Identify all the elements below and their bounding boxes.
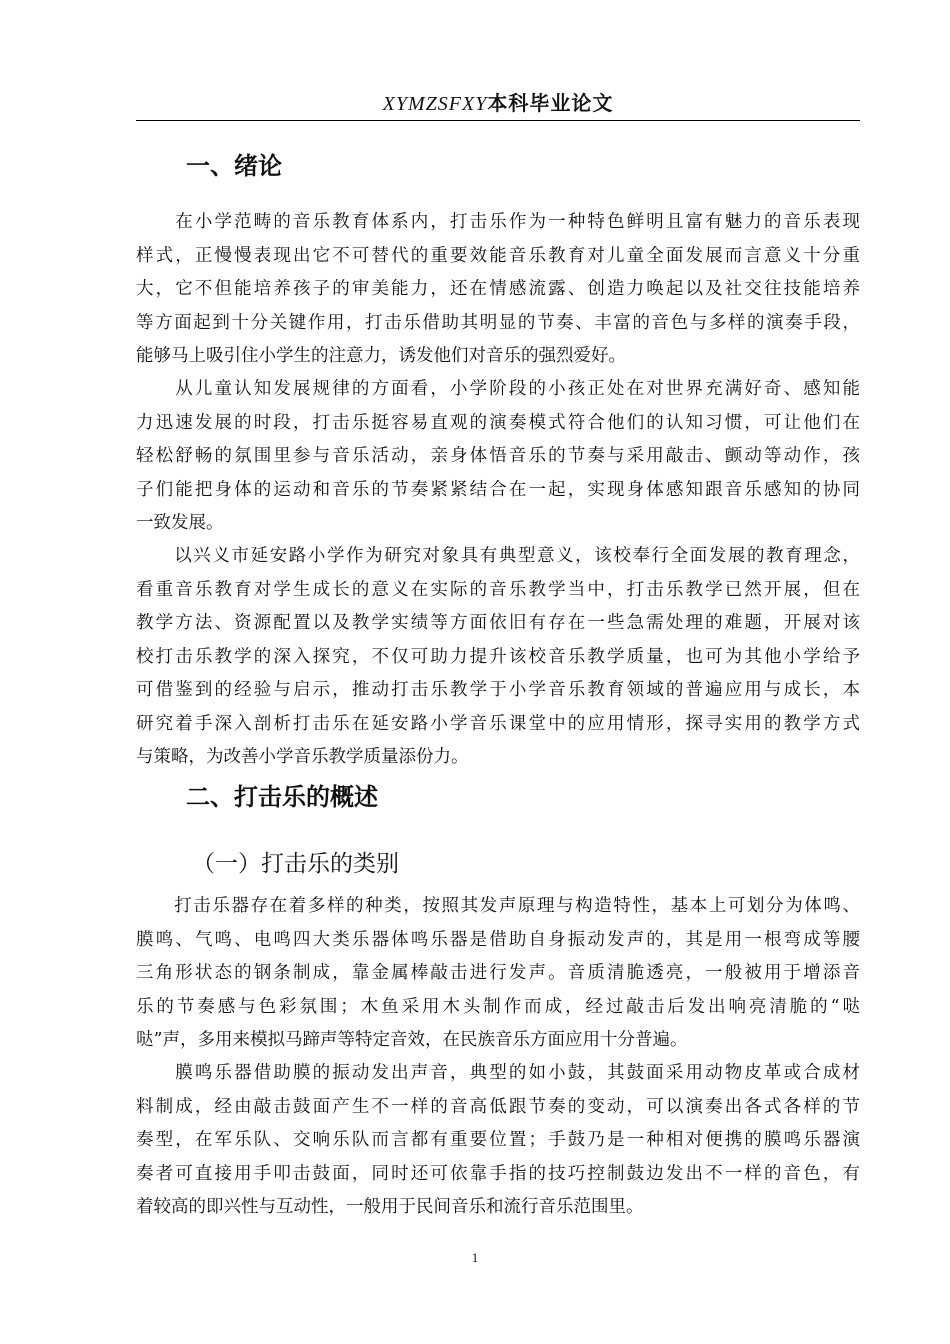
page-number: 1 xyxy=(471,1250,479,1265)
text-line: 轻松舒畅的氛围里参与音乐活动，亲身体悟音乐的节奏与采用敲击、颤动等动作，孩 xyxy=(136,446,860,466)
text-line: 大，它不但能培养孩子的审美能力，还在情感流露、创造力唤起以及社交往技能培养 xyxy=(136,279,860,299)
text-line: 哒”声，多用来模拟马蹄声等特定音效，在民族音乐方面应用十分普遍。 xyxy=(136,1030,688,1050)
text-line: 奏型，在军乐队、交响乐队而言都有重要位置；手鼓乃是一种相对便携的膜鸣乐器演 xyxy=(136,1130,860,1150)
text-line: 膜鸣乐器借助膜的振动发出声音，典型的如小鼓，其鼓面采用动物皮革或合成材 xyxy=(136,1063,860,1083)
section-1-heading: 一、绪论 xyxy=(186,152,282,180)
text-line: 看重音乐教育对学生成长的意义在实际的音乐教学当中，打击乐教学已然开展，但在 xyxy=(136,579,860,600)
text-line: 力迅速发展的时段，打击乐挺容易直观的演奏模式符合他们的认知习惯，可让他们在 xyxy=(136,412,860,433)
text-line: 可借鉴到的经验与启示，推动打击乐教学于小学音乐教育领域的普遍应用与成长，本 xyxy=(136,680,860,700)
text-line: 膜鸣、气鸣、电鸣四大类乐器体鸣乐器是借助自身振动发声的，其是用一根弯成等腰 xyxy=(136,929,860,950)
paragraph-1 xyxy=(136,206,860,374)
text-line: 子们能把身体的运动和音乐的节奏紧紧结合在一起，实现身体感知跟音乐感知的协同 xyxy=(136,479,860,500)
text-line: 奏者可直接用手叩击鼓面，同时还可依靠手指的技巧控制鼓边发出不一样的音色，有 xyxy=(136,1163,860,1184)
section-2-heading: 二、打击乐的概述 xyxy=(186,783,378,811)
text-line: 打击乐器存在着多样的种类，按照其发声原理与构造特性，基本上可划分为体鸣、 xyxy=(136,896,860,916)
text-line: 能够马上吸引住小学生的注意力，诱发他们对音乐的强烈爱好。 xyxy=(136,346,626,366)
text-line: 与策略，为改善小学音乐教学质量添份力。 xyxy=(136,747,469,767)
text-line: 一致发展。 xyxy=(136,513,224,533)
page-header xyxy=(136,86,860,121)
text-line: 料制成，经由敲击鼓面产生不一样的音高低跟节奏的变动，可以演奏出各式各样的节 xyxy=(136,1096,860,1117)
text-line: 研究着手深入剖析打击乐在延安路小学音乐课堂中的应用情形，探寻实用的教学方式 xyxy=(136,713,860,734)
paragraph-5 xyxy=(136,1057,860,1225)
subsection-2-1-heading: （一）打击乐的类别 xyxy=(192,851,399,877)
text-line: 校打击乐教学的深入探究，不仅可助力提升该校音乐教学质量，也可为其他小学给予 xyxy=(136,646,860,667)
paragraph-2 xyxy=(136,373,860,541)
text-line: 着较高的即兴性与互动性，一般用于民间音乐和流行音乐范围里。 xyxy=(136,1197,644,1217)
text-line: 等方面起到十分关键作用，打击乐借助其明显的节奏、丰富的音色与多样的演奏手段， xyxy=(136,312,860,333)
text-line: 从儿童认知发展规律的方面看，小学阶段的小孩正处在对世界充满好奇、感知能 xyxy=(136,379,860,399)
text-line: 乐的节奏感与色彩氛围；木鱼采用木头制作而成，经过敲击后发出响亮清脆的“哒 xyxy=(136,996,860,1017)
text-line: 以兴义市延安路小学作为研究对象具有典型意义，该校奉行全面发展的教育理念， xyxy=(136,546,860,566)
text-line: 在小学范畴的音乐教育体系内，打击乐作为一种特色鲜明且富有魅力的音乐表现 xyxy=(136,212,860,232)
header-cjk-title: 本科毕业论文 xyxy=(487,91,614,115)
text-line: 教学方法、资源配置以及教学实绩等方面依旧有存在一些急需处理的难题，开展对该 xyxy=(136,613,860,633)
text-line: 三角形状态的钢条制成，靠金属棒敲击进行发声。音质清脆透亮，一般被用于增添音 xyxy=(136,963,860,983)
text-line: 样式，正慢慢表现出它不可替代的重要效能音乐教育对儿童全面发展而言意义十分重 xyxy=(136,245,860,266)
paragraph-3 xyxy=(136,540,860,775)
header-latin-title: XYMZSFXY xyxy=(382,93,488,115)
paragraph-4 xyxy=(136,890,860,1058)
